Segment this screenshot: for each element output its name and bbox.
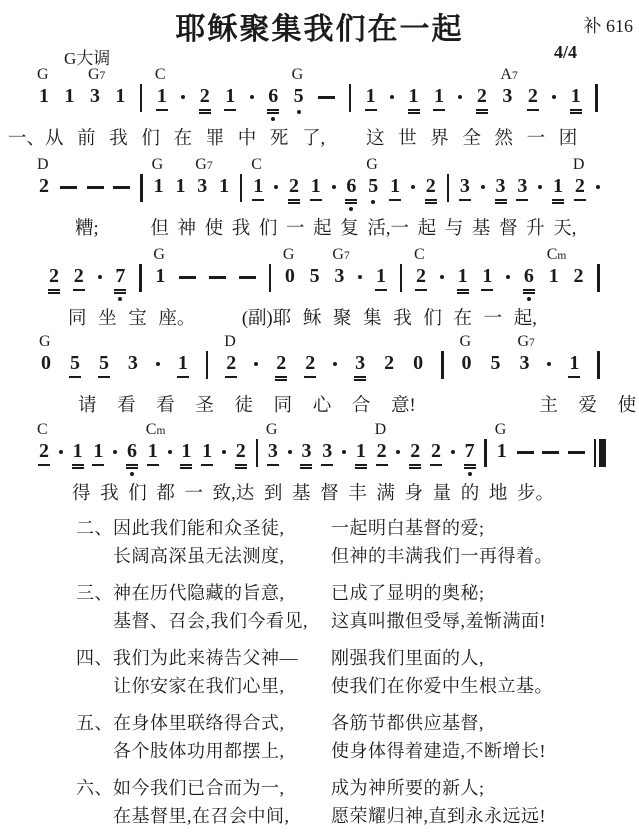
chord-label: G7: [517, 333, 535, 350]
note-number: 1: [433, 86, 445, 111]
chord-label: G7: [195, 156, 213, 173]
note-number: 1: [180, 441, 192, 466]
octave-dot: [349, 207, 353, 211]
note-number: 0: [461, 352, 472, 374]
note: [309, 266, 321, 287]
note: [98, 353, 110, 378]
note: [459, 176, 471, 201]
note-number: 1: [64, 85, 75, 107]
note: [251, 156, 264, 201]
note-number: 1: [156, 86, 168, 111]
note: [265, 421, 279, 466]
note-number: 3: [89, 85, 100, 107]
barline: [140, 174, 143, 202]
note: [39, 333, 52, 374]
augmentation-dot: [547, 362, 551, 366]
note: [63, 86, 75, 107]
note-number: 3: [354, 353, 366, 378]
notation-line-2: [37, 156, 600, 206]
lyric-line-3: 同 坐 宝 座。 (副)耶 稣 聚 集 我 们 在 一 起,: [68, 309, 537, 329]
note-number: 1: [92, 441, 104, 466]
note: [288, 176, 300, 201]
note: [37, 66, 50, 107]
note-number: 5: [309, 265, 320, 287]
note-number: 1: [147, 441, 159, 466]
note: [546, 246, 567, 287]
verse-text: 让你安家在我们心里,: [113, 676, 285, 696]
page-title: 耶稣聚集我们在一起: [175, 13, 464, 46]
verse-text: 使我们在你爱中生根立基。: [331, 676, 553, 696]
verse-text: 长阔高深虽无法测度,: [113, 546, 285, 566]
note-number: 2: [39, 175, 49, 197]
verse-text: 各筋节都供应基督,: [331, 713, 484, 733]
note-number: 1: [219, 175, 230, 197]
time-signature: 4/4: [553, 42, 577, 62]
verse-spacer: [76, 802, 113, 830]
note: [459, 333, 473, 374]
augmentation-dot: [440, 275, 444, 279]
note-number: 2: [199, 86, 211, 111]
note: [354, 353, 366, 378]
augmentation-dot: [506, 275, 510, 279]
augmentation-dot: [254, 362, 258, 366]
music-system-3: [48, 248, 600, 330]
note-number: 2: [376, 441, 388, 466]
augmentation-dot: [358, 275, 362, 279]
note-number: 3: [334, 265, 345, 287]
note: [489, 353, 501, 374]
note: [476, 86, 488, 111]
augmentation-dot: [156, 362, 160, 366]
octave-dot: [527, 297, 531, 301]
chord-label: A7: [500, 66, 518, 83]
lyric-line-5: 得 我 们 都 一 致,达 到 基 督 丰 满 身 量 的 地 步。: [72, 484, 555, 504]
note-number: 1: [375, 266, 387, 291]
music-system-1: [8, 66, 598, 150]
verses: [76, 514, 631, 839]
chord-label: C: [251, 156, 262, 173]
note: [332, 246, 350, 287]
note: [153, 246, 166, 287]
augmentation-dot: [332, 185, 336, 189]
note-number: 1: [115, 85, 126, 107]
chord-label: G: [291, 66, 304, 83]
note: [389, 176, 401, 201]
note-number: 5: [98, 353, 110, 378]
note: [412, 353, 424, 374]
note-number: 1: [153, 175, 164, 197]
augmentation-dot: [222, 450, 226, 454]
chord-label: G: [39, 333, 51, 350]
note-number: 1: [72, 441, 84, 466]
note: [414, 246, 427, 291]
note-number: 3: [300, 441, 312, 466]
note-number: 2: [430, 441, 442, 466]
notation-line-3: [48, 246, 600, 296]
note-number: 1: [224, 86, 236, 111]
notation-line-1: [37, 66, 598, 116]
barline: [349, 84, 352, 112]
note-number: 2: [527, 86, 539, 111]
note-number: 1: [389, 176, 401, 201]
note: [523, 266, 535, 291]
verse-spacer: [76, 737, 113, 765]
note-number: 0: [41, 352, 51, 374]
chord-label: D: [374, 421, 387, 438]
note-number: 2: [73, 266, 85, 291]
note: [383, 353, 395, 374]
note-number: 2: [48, 266, 60, 291]
note: [72, 441, 84, 466]
note-number: 1: [496, 440, 507, 462]
augmentation-dot: [552, 95, 556, 99]
note: [87, 66, 106, 107]
barline: [400, 264, 403, 292]
duration-dash: [87, 186, 104, 189]
note-number: 1: [177, 353, 189, 378]
verse-text: 神在历代隐藏的旨意,: [113, 583, 285, 603]
note-number: 7: [114, 266, 126, 291]
chord-label: G: [459, 333, 472, 350]
note-number: 1: [252, 176, 264, 201]
note-number: 1: [201, 441, 213, 466]
note-number: 5: [293, 85, 304, 107]
augmentation-dot: [98, 275, 102, 279]
note-number: 5: [368, 175, 379, 197]
note: [425, 176, 437, 201]
note: [409, 441, 421, 466]
note: [374, 421, 388, 466]
note: [375, 266, 387, 291]
duration-dash: [318, 96, 335, 99]
verse-text: 我们为此来祷告父神—: [113, 648, 298, 668]
note: [481, 266, 493, 291]
note: [48, 266, 60, 291]
verse-text: 因此我们能和众圣徒,: [113, 518, 285, 538]
note: [572, 266, 584, 287]
verse-text: 各个肢体功用都摆上,: [113, 741, 285, 761]
augmentation-dot: [596, 185, 600, 189]
notation-line-5: [37, 421, 606, 471]
note: [568, 353, 580, 378]
note: [145, 421, 166, 466]
chord-label: G: [37, 66, 49, 83]
verse-spacer: [76, 607, 113, 635]
notation-line-4: [39, 333, 600, 383]
note-number: 2: [384, 352, 395, 374]
augmentation-dot: [481, 185, 485, 189]
duration-dash: [239, 276, 256, 279]
barline: [240, 174, 243, 202]
duration-dash: [179, 276, 196, 279]
note-number: 1: [552, 176, 564, 201]
verse-text: 愿荣耀归神,直到永永远远!: [331, 806, 546, 826]
chord-label: D: [572, 156, 585, 173]
verse-text: 使身体得着建造,不断增长!: [331, 741, 546, 761]
note-number: 2: [225, 353, 237, 378]
note: [527, 86, 539, 111]
final-barline: [594, 439, 606, 467]
duration-dash: [542, 451, 559, 454]
note-number: 3: [127, 352, 138, 374]
chord-label: C: [37, 421, 48, 438]
note: [282, 246, 296, 287]
augmentation-dot: [288, 450, 292, 454]
note: [345, 176, 357, 201]
note-number: 2: [573, 265, 584, 287]
augmentation-dot: [342, 450, 346, 454]
verse-text: 一起明白基督的爱;: [331, 518, 485, 538]
barline: [269, 264, 272, 292]
verse-number: 六、: [76, 778, 113, 798]
verse-text: 在基督里,在召会中间,: [113, 806, 290, 826]
verse-text: 但神的丰满我们一再得着。: [331, 546, 553, 566]
duration-dash: [517, 451, 534, 454]
note-number: 2: [476, 86, 488, 111]
note-number: 3: [321, 441, 333, 466]
augmentation-dot: [250, 95, 254, 99]
barline: [595, 84, 598, 112]
note: [275, 353, 287, 378]
barline: [256, 439, 259, 467]
note-number: 2: [235, 441, 247, 466]
note-number: 1: [175, 175, 186, 197]
note: [218, 176, 230, 197]
note-number: 3: [197, 175, 208, 197]
music-system-4: [39, 333, 637, 417]
note-number: 5: [490, 352, 501, 374]
barline: [484, 439, 487, 467]
note-number: 2: [304, 353, 316, 378]
hymn-number: 补 616: [583, 16, 633, 36]
verse-text: 刚强我们里面的人,: [331, 648, 484, 668]
note: [151, 156, 165, 197]
note-number: 2: [415, 266, 427, 291]
verse-3: [76, 579, 631, 635]
note-number: 1: [481, 266, 493, 291]
note: [433, 86, 445, 111]
verse-number: 四、: [76, 648, 113, 668]
note-number: 6: [523, 266, 535, 291]
chord-label: G: [282, 246, 295, 263]
note-number: 1: [548, 265, 559, 287]
chord-label: G: [366, 156, 378, 173]
chord-label: G7: [87, 66, 106, 83]
note: [310, 176, 322, 201]
note: [552, 176, 564, 201]
note-number: 3: [267, 441, 279, 466]
note: [355, 441, 367, 466]
note: [174, 176, 186, 197]
note-number: 3: [495, 176, 507, 201]
verse-spacer: [76, 542, 113, 570]
chord-label: D: [224, 333, 236, 350]
augmentation-dot: [168, 450, 172, 454]
note: [517, 333, 535, 374]
octave-dot: [371, 200, 375, 204]
note: [195, 156, 213, 197]
note: [224, 333, 237, 378]
note-number: 1: [155, 265, 166, 287]
barline: [139, 264, 142, 292]
augmentation-dot: [390, 95, 394, 99]
note-number: 3: [516, 176, 528, 201]
barline: [206, 351, 209, 379]
duration-dash: [209, 276, 226, 279]
note: [304, 353, 316, 378]
note: [92, 441, 104, 466]
augmentation-dot: [113, 450, 117, 454]
note-number: 2: [574, 176, 586, 201]
note: [365, 86, 377, 111]
lyric-line-1: 一、从 前 我 们 在 罪 中 死 了, 这 世 界 全 然 一 团: [8, 129, 578, 149]
note-number: 6: [126, 441, 138, 466]
note-number: 2: [288, 176, 300, 201]
barline: [597, 351, 600, 379]
verse-spacer: [76, 672, 113, 700]
octave-dot: [130, 472, 134, 476]
augmentation-dot: [451, 450, 455, 454]
music-system-2: [38, 158, 600, 240]
augmentation-dot: [411, 185, 415, 189]
verse-text: 已成了显明的奥秘;: [331, 583, 485, 603]
note-number: 2: [409, 441, 421, 466]
note: [300, 441, 312, 466]
chord-label: G: [494, 421, 507, 438]
note: [154, 66, 168, 111]
note: [127, 353, 139, 374]
music-system-5: [38, 423, 606, 505]
note-number: 1: [365, 86, 377, 111]
note: [464, 441, 476, 466]
augmentation-dot: [458, 95, 462, 99]
chord-label: D: [37, 156, 49, 173]
note-number: 6: [267, 86, 279, 111]
note: [199, 86, 211, 111]
verse-5: [76, 709, 631, 765]
note-number: 6: [345, 176, 357, 201]
note: [73, 266, 85, 291]
note: [572, 156, 586, 201]
duration-dash: [60, 186, 77, 189]
augmentation-dot: [274, 185, 278, 189]
augmentation-dot: [538, 185, 542, 189]
barline: [441, 351, 444, 379]
note: [37, 421, 50, 466]
note: [291, 66, 305, 107]
note-number: 1: [568, 353, 580, 378]
note: [570, 86, 582, 111]
verse-number: 三、: [76, 583, 113, 603]
octave-dot: [468, 472, 472, 476]
octave-dot: [118, 297, 122, 301]
verse-text: 在身体里联络得合式,: [113, 713, 285, 733]
chord-label: C: [414, 246, 425, 263]
verse-4: [76, 644, 631, 700]
verse-text: 如今我们已合而为一,: [113, 778, 285, 798]
chord-label: G: [151, 156, 164, 173]
note-number: 2: [275, 353, 287, 378]
note-number: 1: [408, 86, 420, 111]
octave-dot: [297, 110, 301, 114]
note-number: 0: [284, 265, 295, 287]
note: [494, 421, 508, 462]
note: [114, 266, 126, 291]
lyric-line-4: 请 看 看 圣 徒 同 心 合 意! 主 爱 使: [78, 396, 637, 416]
verse-text: 成为神所要的新人;: [331, 778, 485, 798]
note: [114, 86, 126, 107]
note-number: 5: [69, 353, 81, 378]
note: [177, 353, 189, 378]
note: [69, 353, 81, 378]
note-number: 2: [425, 176, 437, 201]
note-number: 1: [39, 85, 49, 107]
note: [224, 86, 236, 111]
note: [457, 266, 469, 291]
note-number: 2: [38, 441, 50, 466]
note: [267, 86, 279, 111]
verse-number: 二、: [76, 518, 113, 538]
note-number: 3: [459, 176, 471, 201]
augmentation-dot: [396, 450, 400, 454]
chord-label: C: [154, 66, 166, 83]
verse-text: 这真叫撒但受辱,羞惭满面!: [331, 611, 546, 631]
chord-label: G: [265, 421, 278, 438]
barline: [597, 264, 600, 292]
note: [235, 441, 247, 466]
note-number: 1: [310, 176, 322, 201]
note-number: 7: [464, 441, 476, 466]
note: [516, 176, 528, 201]
chord-label: G: [153, 246, 165, 263]
note-number: 0: [413, 352, 424, 374]
lyric-line-2: 糟; 但 神 使 我 们 一 起 复 活,一 起 与 基 督 升 天,: [75, 219, 577, 239]
augmentation-dot: [333, 362, 337, 366]
chord-label: Cm: [145, 421, 166, 438]
octave-dot: [271, 117, 275, 121]
note: [500, 66, 518, 107]
note-number: 3: [519, 352, 530, 374]
chord-label: G7: [332, 246, 350, 263]
note: [408, 86, 420, 111]
verse-6: [76, 774, 631, 830]
note: [366, 156, 379, 197]
key-signature: G大调: [64, 49, 111, 68]
chord-label: Cm: [546, 246, 567, 263]
note: [495, 176, 507, 201]
barline: [140, 84, 143, 112]
note-number: 1: [355, 441, 367, 466]
note: [201, 441, 213, 466]
duration-dash: [113, 186, 130, 189]
note: [180, 441, 192, 466]
note: [37, 156, 50, 197]
verse-2: [76, 514, 631, 570]
note-number: 1: [570, 86, 582, 111]
augmentation-dot: [59, 450, 63, 454]
note-number: 3: [502, 85, 513, 107]
note: [126, 441, 138, 466]
verse-number: 五、: [76, 713, 113, 733]
note: [430, 441, 442, 466]
barline: [447, 174, 450, 202]
duration-dash: [568, 451, 585, 454]
note: [321, 441, 333, 466]
verse-text: 基督、召会,我们今看见,: [113, 611, 308, 631]
note-number: 1: [457, 266, 469, 291]
augmentation-dot: [181, 95, 185, 99]
